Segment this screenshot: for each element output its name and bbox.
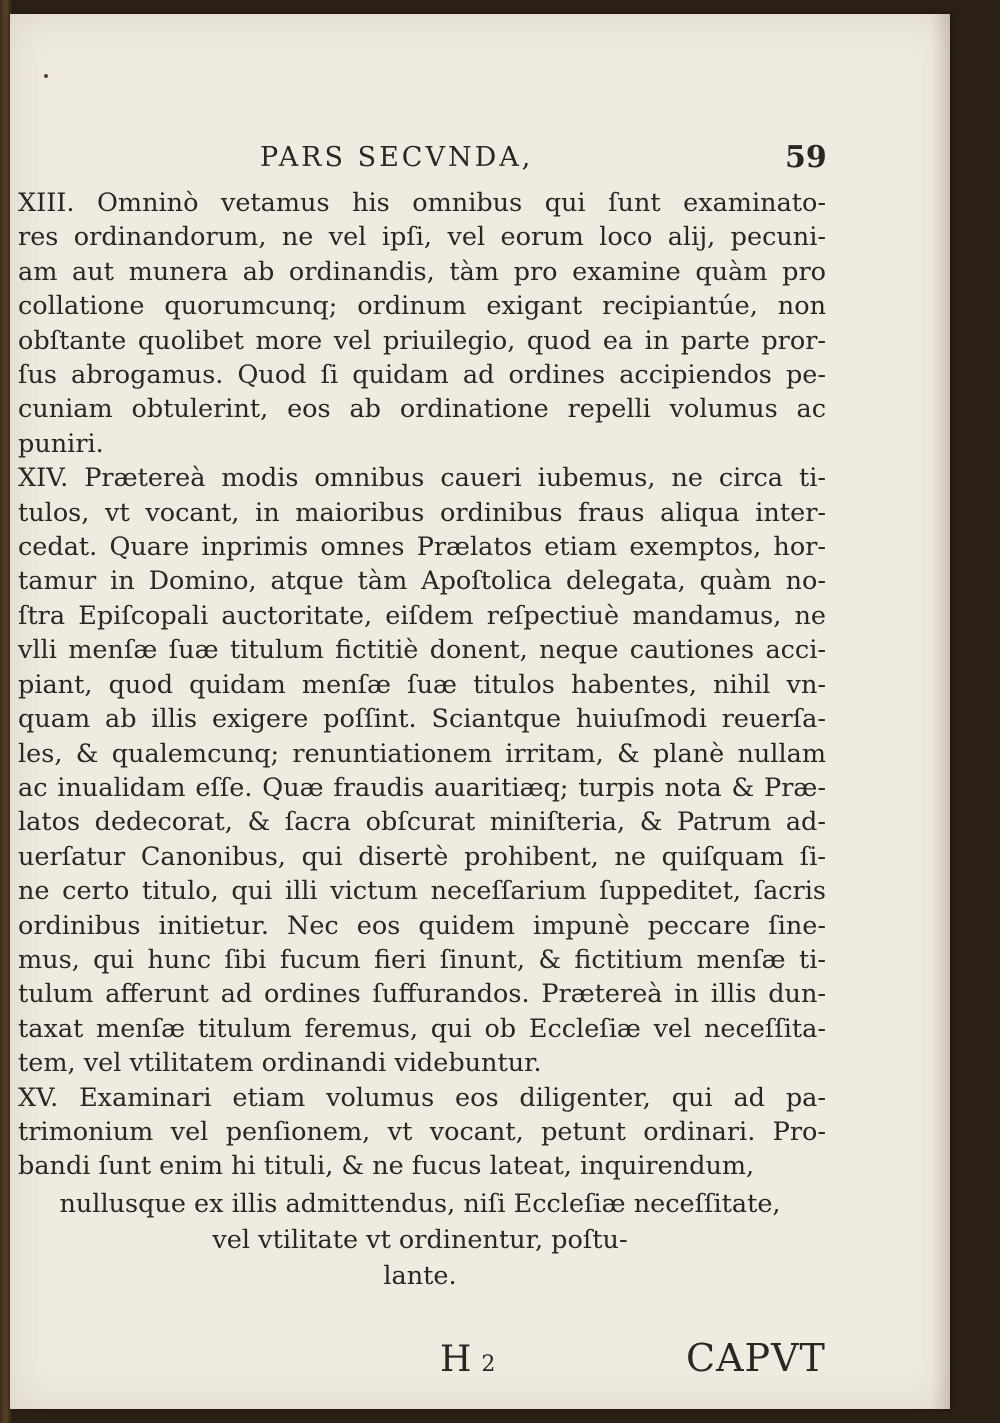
- text-line: les, & qualemcunq; renuntiationem irritam, & planè nullam: [18, 738, 826, 769]
- book-page: [10, 14, 950, 1409]
- text-line: tulos, vt vocant, in maioribus ordinibus fraus aliqua inter-: [18, 497, 826, 528]
- text-line: mus, qui hunc ſibi fucum fieri ſinunt, & fictitium menſæ ti-: [18, 944, 826, 975]
- text-line: ne certo titulo, qui illi victum neceſſarium ſuppeditet, ſacris: [18, 876, 826, 907]
- text-line: XV. Examinari etiam volumus eos diligenter, qui ad pa-: [18, 1082, 826, 1113]
- page-body-text: [18, 186, 826, 1184]
- text-line: trimonium vel penſionem, vt vocant, petunt ordinari. Pro-: [18, 1116, 826, 1147]
- text-line: res ordinandorum, ne vel ipſi, vel eorum loco alij, pecuni-: [18, 222, 826, 253]
- text-line: XIV. Prætereà modis omnibus caueri iubemus, ne circa ti-: [18, 463, 826, 494]
- text-line: quam ab illis exigere poſſint. Sciantque huiuſmodi reuerſa-: [18, 704, 826, 735]
- signature-number: 2: [481, 1352, 496, 1377]
- signature-letter: H: [440, 1339, 472, 1380]
- text-line: latos dedecorat, & ſacra obſcurat miniſteria, & Patrum ad-: [18, 807, 826, 838]
- text-line: tamur in Domino, atque tàm Apoſtolica delegata, quàm no-: [18, 566, 826, 597]
- text-line: ſtra Epiſcopali auctoritate, eiſdem reſpectiuè mandamus, ne: [18, 600, 826, 631]
- page-tail-text: [10, 1186, 830, 1294]
- text-line: vlli menſæ ſuæ titulum fictitiè donent, neque cautiones acci-: [18, 635, 826, 666]
- text-line: ordinibus initietur. Nec eos quidem impunè peccare ſine-: [18, 910, 826, 941]
- signature-mark: [440, 1339, 495, 1380]
- text-line: bandi ſunt enim hi tituli, & ne fucus lateat, inquirendum,: [18, 1151, 755, 1182]
- text-line: collatione quorumcunq; ordinum exigant recipiantúe, non: [18, 291, 826, 322]
- tail-line: vel vtilitate vt ordinentur, poſtu-: [212, 1224, 628, 1255]
- text-line: tulum afferunt ad ordines ſuffurandos. Prætereà in illis dun-: [18, 979, 826, 1010]
- text-line: obſtante quolibet more vel priuilegio, quod ea in parte pror-: [18, 325, 826, 356]
- text-line: piant, quod quidam menſæ ſuæ titulos habentes, nihil vn-: [18, 669, 826, 700]
- text-line: tem, vel vtilitatem ordinandi videbuntur.: [18, 1048, 542, 1079]
- text-line: ac inualidam eſſe. Quæ fraudis auaritiæq; turpis nota & Præ-: [18, 772, 826, 803]
- text-line: taxat menſæ titulum feremus, qui ob Eccleſiæ vel neceſſita-: [18, 1013, 826, 1044]
- text-line: cedat. Quare inprimis omnes Prælatos etiam exemptos, hor-: [18, 532, 826, 563]
- catchword: CAPVT: [686, 1336, 826, 1380]
- text-line: uerſatur Canonibus, qui disertè prohibent, ne quiſquam ſi-: [18, 841, 826, 872]
- text-line: ſus abrogamus. Quod ſi quidam ad ordines accipiendos pe-: [18, 360, 826, 391]
- text-line: am aut munera ab ordinandis, tàm pro examine quàm pro: [18, 256, 826, 287]
- text-line: XIII. Omninò vetamus his omnibus qui ſunt examinato-: [18, 188, 826, 218]
- page-number: 59: [785, 140, 827, 175]
- tail-line: lante.: [383, 1260, 457, 1291]
- text-line: puniri.: [18, 428, 104, 459]
- running-title: PARS SECVNDA,: [260, 142, 534, 173]
- text-line: cuniam obtulerint, eos ab ordinatione repelli volumus ac: [18, 394, 826, 425]
- tail-line: nullusque ex illis admittendus, niſi Eccleſiæ neceſſitate,: [59, 1188, 781, 1219]
- ink-speck: [44, 74, 48, 78]
